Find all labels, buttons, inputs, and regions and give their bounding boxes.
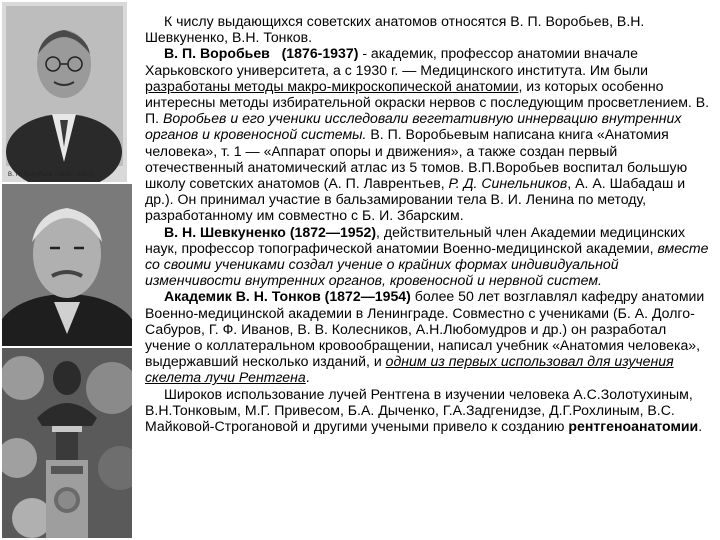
- portrait-vorobyev: [2, 2, 127, 182]
- text-segment: Широков использование лучей Рентгена в изучении человека А.С.Золотухиным, В.Н.Тонковым, М.Г. Привесом, Б.А. Дыченко, Г.А.Задгенидзе, Д.Г.Рохлиным, В.С. Майковой-Строгановой и другими учеными привело к созданию: [145, 385, 693, 435]
- portrait-caption: В. П. Воробьев (1876—1937): [8, 172, 94, 178]
- text-segment: , А. А. Шабадаш и др.). Он принимал участие в бальзамировании тела В. И. Ленина по методу, разработанному им совместно с Б. И. Збарским.: [145, 175, 686, 224]
- monument-image: [2, 348, 132, 538]
- paragraph-intro: К числу выдающихся советских анатомов относятся В. П. Воробьев, В.Н. Шевкуненко, В.Н. Тонков.: [145, 13, 645, 46]
- paragraph-xray: [145, 386, 711, 435]
- text-segment: В. П. Воробьевым написана книга «Анатомия человека», т. 1 — «Аппарат опоры и движения», а также создан первый отечественный анатомический атлас из 5 томов. В.П.Воробьев воспитал большую школу советских анатомов (А. П. Лаврентьев,: [145, 126, 688, 192]
- name-tonkov: Академик В. Н. Тонков (1872—1954): [164, 288, 411, 305]
- name-shevkunenko: В. Н. Шевкуненко (1872—1952): [164, 223, 377, 240]
- name-vorobyev: В. П. Воробьев: [164, 45, 270, 62]
- monument-photo: [2, 348, 132, 538]
- article-text: [145, 13, 711, 434]
- text-segment: .: [698, 418, 703, 435]
- text-segment: более 50 лет возглавлял кафедру анатомии Военно-медицинской академии в Ленинграде. Совместно с учениками (Б. А. Долго-Сабуров, Г. Ф. Иванов, В. В. Колесников, А.Н.Любомудров и др.) он разработал учение о коллатеральном кровообращении, написал учебник «Анатомия человека», выдержавший несколько изданий, и: [145, 288, 705, 370]
- text-segment: , из которых особенно интересны методы избирательной окраски нервов с последующим просветлением. В. П.: [145, 77, 710, 127]
- italic-text: Р. Д. Синельников: [448, 175, 568, 192]
- underlined-text: разработаны методы макро-микроскопической анатомии: [145, 77, 519, 94]
- portrait-shevkunenko-image: [2, 184, 132, 346]
- text-segment: , действительный член Академии медицинских наук, профессор топографической анатомии Военно-медицинской академии,: [145, 223, 685, 256]
- text-segment: .: [305, 369, 310, 386]
- paragraph-tonkov: [145, 288, 711, 385]
- bold-term: рентгеноанатомии: [568, 418, 699, 435]
- italic-text: вместе со своими учениками создал учение о крайних формах индивидуальной изменчивости внутренних органов, кровеносной и нервной систем.: [145, 239, 709, 289]
- italic-text: Воробьев и его ученики исследовали вегетативную иннервацию внутренних органов и кровеносной системы.: [145, 110, 682, 143]
- years-vorobyev: (1876-1937): [281, 45, 359, 62]
- italic-underlined-text: одним из первых использовал для изучения скелета лучи Рентгена: [145, 353, 674, 386]
- paragraph-shevkunenko: [145, 224, 711, 289]
- portrait-shevkunenko: [2, 184, 132, 346]
- text-segment: - академик, профессор анатомии вначале Харьковского университета, а с 1930 г. — Медицинского института. Им были: [145, 45, 648, 78]
- portrait-vorobyev-image: [2, 2, 127, 182]
- paragraph-vorobyev: [145, 45, 711, 223]
